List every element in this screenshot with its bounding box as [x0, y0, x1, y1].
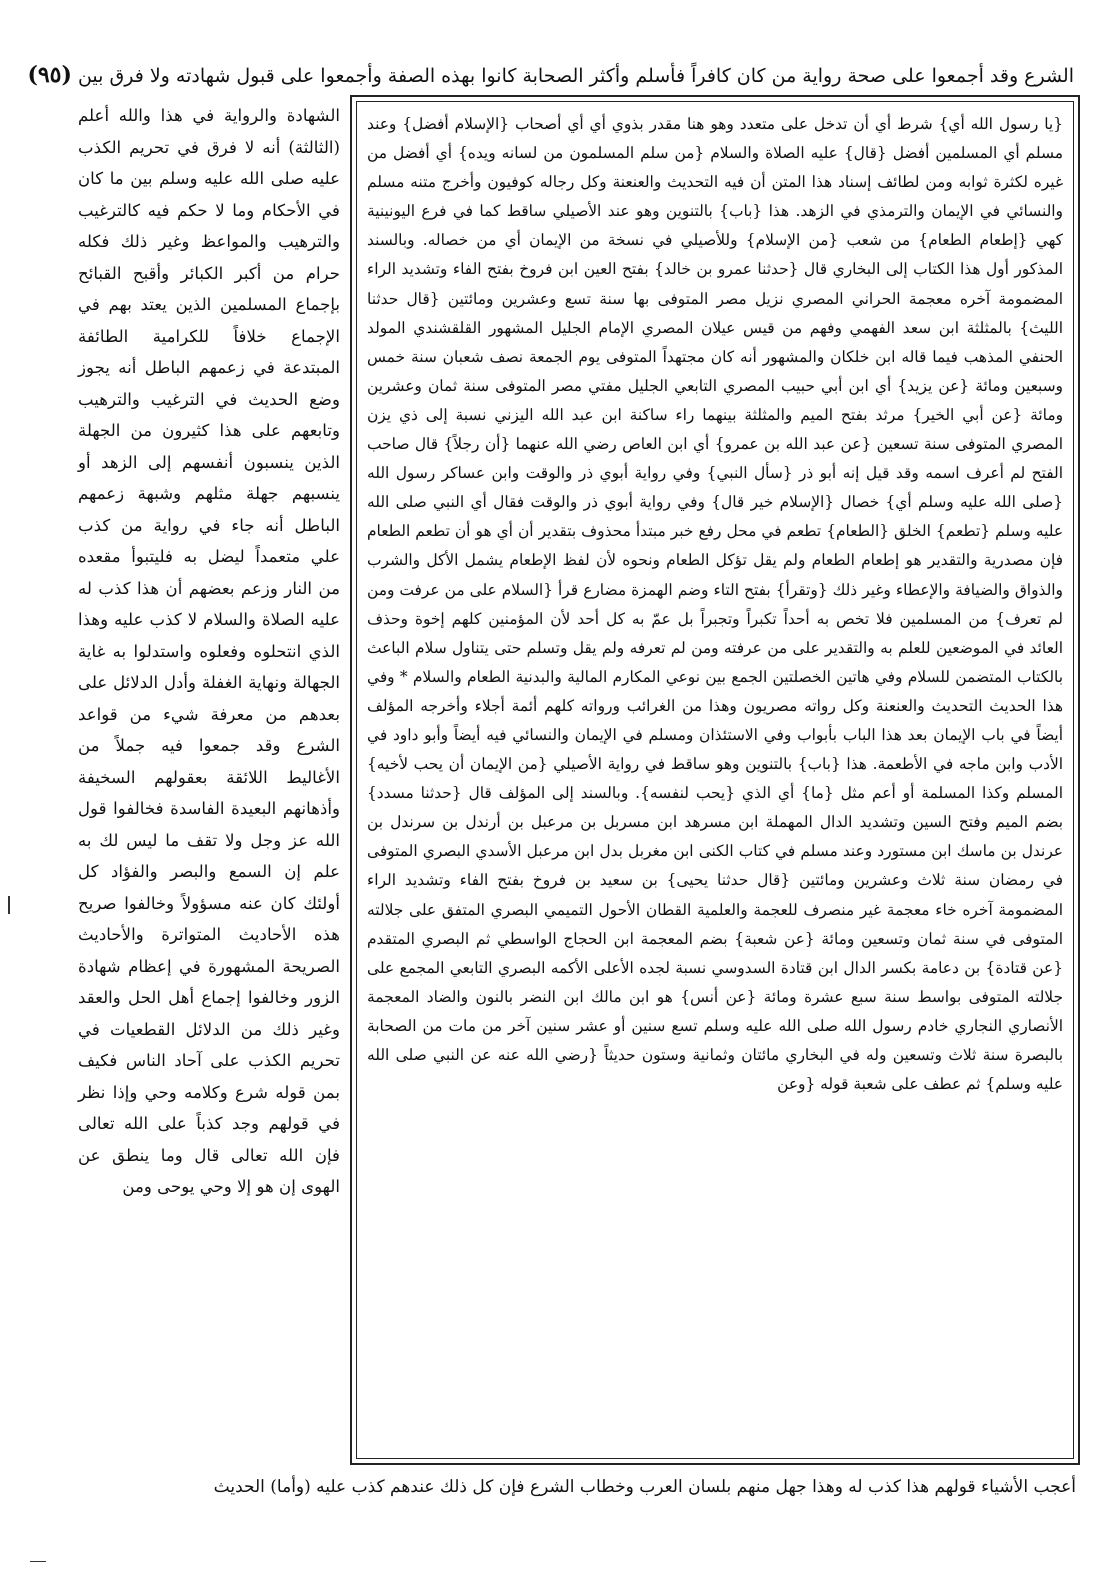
scan-edge-mark — [30, 1561, 46, 1562]
main-commentary-text: {يا رسول الله أي} شرط أي أن تدخل على متعدد وهو هنا مقدر بذوي أي أي أصحاب {الإسلام أفضل} وعند مسلم أي المسلمين أفضل {قال} عليه الصلاة والسلام {من سلم المسلمون من لسانه ويده} أي أفضل من غيره لكثرة ثوابه ومن لطائف إسناد هذا المتن أن فيه التحديث والعنعنة وكل رجاله كوفيون وأخرج متنه مسلم والنسائي في الإيمان والترمذي في الزهد. هذا {باب} بالتنوين وهو عند الأصيلي ساقط كما في فرع اليونينية كهي {إطعام الطعام} من شعب {من الإسلام} وللأصيلي في نسخة من الإيمان أي من خصاله. وبالسند المذكور أول هذا الكتاب إلى البخاري قال {حدثنا عمرو بن خالد} بفتح العين ابن فروخ بفتح الفاء وتشديد الراء المضمومة آخره معجمة الحراني المصري نزيل مصر المتوفى بها سنة تسع وعشرين ومائتين {قال حدثنا الليث} بالمثلثة ابن سعد الفهمي وفهم من قيس عيلان المصري الإمام الجليل المشهور القلقشندي المولد الحنفي المذهب فيما قاله ابن خلكان والمشهور أنه كان مجتهداً المتوفى يوم الجمعة نصف شعبان سنة خمس وسبعين ومائة {عن يزيد} أي ابن أبي حبيب المصري التابعي الجليل مفتي مصر المتوفى سنة ثمان وعشرين ومائة {عن أبي الخير} مرثد بفتح الميم والمثلثة بينهما راء ساكنة ابن عبد الله اليزني نسبة إلى ذي يزن المصري المتوفى سنة تسعين {عن عبد الله بن عمرو} أي ابن العاص رضي الله عنهما {أن رجلاً} قال صاحب الفتح لم أعرف اسمه وقد قيل إنه أبو ذر {سأل النبي} وفي رواية أبوي ذر والوقت وابن عساكر رسول الله {صلى الله عليه وسلم أي} خصال {الإسلام خير قال} وفي رواية أبوي ذر والوقت فقال أي النبي صلى الله عليه وسلم {تطعم} الخلق {الطعام} تطعم في محل رفع خبر مبتدأ محذوف بتقدير أن أي هو أن تطعم الطعام فإن مصدرية والتقدير هو إطعام الطعام ولم يقل تؤكل الطعام ونحوه لأن لفظ الإطعام يشمل الأكل والشرب والذواق والضيافة والإعطاء وغير ذلك {وتقرأ} بفتح التاء وضم الهمزة مضارع قرأ {السلام على من عرفت ومن لم تعرف} من المسلمين فلا تخص به أحداً تكبراً وتجبراً بل عمّ به كل أحد لأن المؤمنين كلهم إخوة وحذف العائد في الموضعين للعلم به والتقدير على من عرفته ومن لم تعرفه ولم يقل وتسلم حتى يتناول سلام الباعث بالكتاب المتضمن للسلام وفي هاتين الخصلتين الجمع بين نوعي المكارم المالية والبدنية الطعام والسلام * وفي هذا الحديث التحديث والعنعنة وكل رواته مصريون وهذا من الغرائب ورواته كلهم أئمة أجلاء وأخرجه المؤلف أيضاً في باب الإيمان بعد هذا الباب بأبواب وفي الاستئذان ومسلم في الإيمان والنسائي فيه أيضاً وأبو داود في الأدب وابن ماجه في الأطعمة. هذا {باب} بالتنوين وهو ساقط في رواية الأصيلي {من الإيمان أن يحب لأخيه} المسلم وكذا المسلمة أو أعم مثل {ما} أي الذي {يحب لنفسه}. وبالسند إلى المؤلف قال {حدثنا مسدد} بضم الميم وفتح السين وتشديد الدال المهملة ابن مسرهد ابن مسربل بن مرعبل بن أرندل بن سرندل بن عرندل بن ماسك ابن مستورد وعند مسلم في كتاب الكنى ابن مغربل بدل ابن مرعبل الأسدي البصري المتوفى في رمضان سنة ثلاث وعشرين ومائتين {قال حدثنا يحيى} بن سعيد بن فروخ بفتح الفاء وتشديد الراء المضمومة آخره خاء معجمة غير منصرف للعجمة والعلمية القطان الأحول التميمي البصري المتفق على جلالته المتوفى في سنة ثمان وتسعين ومائة {عن شعبة} بضم المعجمة ابن الحجاج الواسطي ثم البصري المتقدم {عن قتادة} بن دعامة بكسر الدال ابن قتادة السدوسي نسبة لجده الأعلى الأكمه البصري التابعي المجمع على جلالته المتوفى بواسط سنة سبع عشرة ومائة {عن أنس} هو ابن مالك ابن النضر بالنون والضاد المعجمة الأنصاري النجاري خادم رسول الله صلى الله عليه وسلم تسع سنين أو عشر سنين آخر من مات من الصحابة بالبصرة سنة ثلاث وتسعين وله في البخاري مائتان وثمانية وستون حديثاً {رضي الله عنه عن النبي صلى الله عليه وسلم} ثم عطف على شعبة قوله {وعن — [367, 115, 1063, 1094]
main-text-frame — [350, 95, 1080, 1465]
header-line — [27, 58, 1074, 94]
footer-line: أعجب الأشياء قولهم هذا كذب له وهذا جهل منهم بلسان العرب وخطاب الشرع فإن كل ذلك عندهم كذب عليه (وأما) الحديث — [213, 1477, 1076, 1497]
margin-commentary-text: الشهادة والرواية في هذا والله أعلم (الثالثة) أنه لا فرق في تحريم الكذب عليه صلى الله عليه وسلم بين ما كان في الأحكام وما لا حكم فيه كالترغيب والترهيب والمواعظ وغير ذلك فكله حرام من أكبر الكبائر وأقبح القبائح بإجماع المسلمين الذين يعتد بهم في الإجماع خلافاً للكرامية الطائفة المبتدعة في زعمهم الباطل أنه يجوز وضع الحديث في الترغيب والترهيب وتابعهم على هذا كثيرون من الجهلة الذين ينسبون أنفسهم إلى الزهد أو ينسبهم جهلة مثلهم وشبهة زعمهم الباطل أنه جاء في رواية من كذب علي متعمداً ليضل به فليتبوأ مقعده من النار وزعم بعضهم أن هذا كذب له عليه الصلاة والسلام لا كذب عليه وهذا الذي انتحلوه وفعلوه واستدلوا به غاية الجهالة ونهاية الغفلة وأدل الدلائل على بعدهم من معرفة شيء من قواعد الشرع وقد جمعوا فيه جملاً من الأغاليط اللائقة بعقولهم السخيفة وأذهانهم البعيدة الفاسدة فخالفوا قول الله عز وجل ولا تقف ما ليس لك به علم إن السمع والبصر والفؤاد كل أولئك كان عنه مسؤولاً وخالفوا صريح هذه الأحاديث المتواترة والأحاديث الصريحة المشهورة في إعظام شهادة الزور وخالفوا إجماع أهل الحل والعقد وغير ذلك من الدلائل القطعيات في تحريم الكذب على آحاد الناس فكيف بمن قوله شرع وكلامه وحي وإذا نظر في قولهم وجد كذباً على الله تعالى فإن الله تعالى قال وما ينطق عن الهوى إن هو إلا وحي يوحى ومن — [78, 106, 340, 1196]
main-text-inner-frame — [356, 101, 1074, 1459]
scan-edge-mark — [8, 896, 10, 914]
page-number: (٩٥) — [27, 62, 72, 88]
header-text: الشرع وقد أجمعوا على صحة رواية من كان كافراً فأسلم وأكثر الصحابة كانوا بهذه الصفة وأجمعوا على قبول شهادته ولا فرق بين — [77, 65, 1074, 87]
